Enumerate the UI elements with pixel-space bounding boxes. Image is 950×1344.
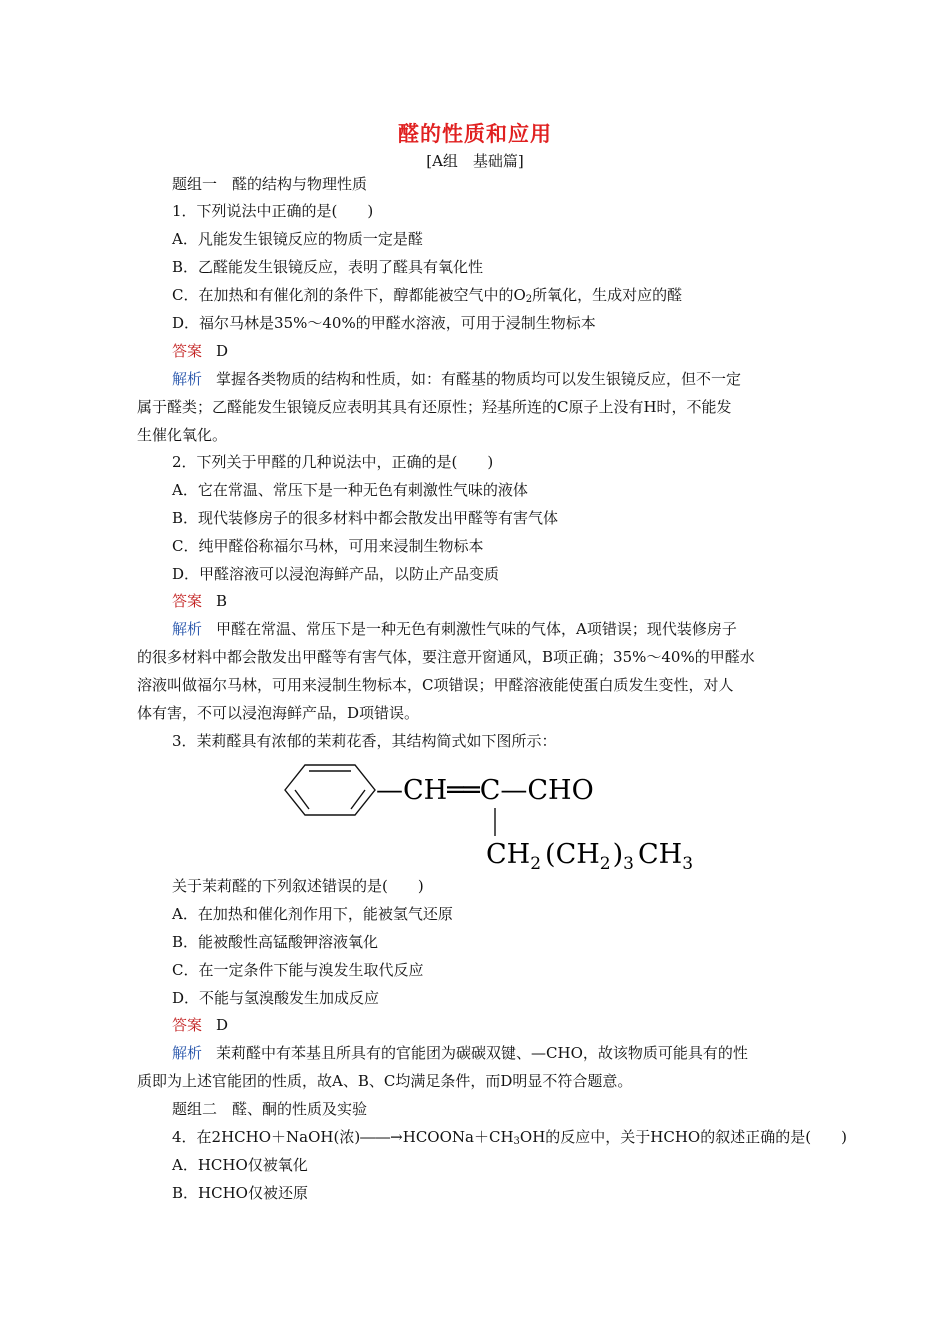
answer-value: D [216, 342, 229, 360]
page-title: 醛的性质和应用 [398, 121, 552, 146]
q2-stem: 2．下列关于甲醛的几种说法中，正确的是( ) [172, 453, 494, 471]
answer-label: 答案 [172, 1016, 203, 1034]
q2-analysis-line-1 [172, 619, 737, 639]
q1-stem: 1．下列说法中正确的是( ) [172, 202, 374, 220]
q1-analysis-line-3: 生催化氧化。 [137, 426, 228, 444]
q2-answer [172, 591, 227, 611]
q3-prompt: 关于茉莉醛的下列叙述错误的是( ) [172, 877, 424, 895]
q1-option-a: A．凡能发生银镜反应的物质一定是醛 [172, 230, 423, 248]
q3-option-d: D．不能与氢溴酸发生加成反应 [172, 989, 380, 1007]
q2-option-a: A．它在常温、常压下是一种无色有刺激性气味的液体 [172, 481, 528, 499]
q1-option-c-pre: C．在加热和有催化剂的条件下，醇都能被空气中的O [172, 286, 526, 304]
q3-stem: 3．茉莉醛具有浓郁的茉莉花香，其结构简式如下图所示： [172, 732, 557, 750]
answer-value: D [216, 1016, 229, 1034]
q1-option-c-post: 所氧化，生成对应的醛 [532, 286, 683, 304]
q2-option-b: B．现代装修房子的很多材料中都会散发出甲醛等有害气体 [172, 509, 559, 527]
q2-analysis-line-2: 的很多材料中都会散发出甲醛等有害气体，要注意开窗通风，B项正确；35%～40%的甲醛水 [137, 648, 755, 666]
q2-analysis-line-3: 溶液叫做福尔马林，可用来浸制生物标本，C项错误；甲醛溶液能使蛋白质发生变性，对人 [137, 676, 734, 694]
q1-answer [172, 341, 228, 361]
analysis-label: 解析 [172, 370, 203, 388]
formula-main-chain: —CH══C—CHO [376, 775, 594, 806]
analysis-text: 甲醛在常温、常压下是一种无色有刺激性气味的气体，A项错误；现代装修房子 [216, 620, 737, 638]
q1-analysis-line-1 [172, 369, 741, 389]
q1-option-c-sub: 2 [525, 294, 533, 305]
q1-option-d: D．福尔马林是35%～40%的甲醛水溶液，可用于浸制生物标本 [172, 314, 596, 332]
q4-option-b: B．HCHO仅被还原 [172, 1184, 308, 1202]
formula-side-chain: $CH_2$ $(CH_2)_3$ $CH_3$ [486, 839, 694, 870]
section-subtitle: [A组 基础篇] [426, 152, 524, 170]
q3-option-c: C．在一定条件下能与溴发生取代反应 [172, 961, 424, 979]
q2-option-c: C．纯甲醛俗称福尔马林，可用来浸制生物标本 [172, 537, 484, 555]
q3-analysis-line-1 [172, 1043, 748, 1063]
q4-stem-sub: 3 [513, 1136, 520, 1147]
analysis-label: 解析 [172, 1044, 203, 1062]
group-heading-2: 题组二 醛、酮的性质及实验 [172, 1100, 368, 1118]
group-heading-1: 题组一 醛的结构与物理性质 [172, 175, 368, 193]
q1-option-b: B．乙醛能发生银镜反应，表明了醛具有氧化性 [172, 258, 484, 276]
answer-value: B [216, 592, 228, 610]
q3-answer [172, 1015, 228, 1035]
analysis-text: 掌握各类物质的结构和性质，如：有醛基的物质均可以发生银镜反应，但不一定 [216, 370, 742, 388]
answer-label: 答案 [172, 592, 203, 610]
q2-option-d: D．甲醛溶液可以浸泡海鲜产品，以防止产品变质 [172, 565, 500, 583]
q3-option-b: B．能被酸性高锰酸钾溶液氧化 [172, 933, 379, 951]
analysis-label: 解析 [172, 620, 203, 638]
jasminaldehyde-structure-formula [280, 760, 720, 870]
q2-analysis-line-4: 体有害，不可以浸泡海鲜产品，D项错误。 [137, 704, 420, 722]
q3-option-a: A．在加热和催化剂作用下，能被氢气还原 [172, 905, 453, 923]
q4-stem [172, 1127, 847, 1152]
q4-stem-pre: 4．在2HCHO＋NaOH(浓)――→HCOONa＋CH [172, 1128, 514, 1146]
q1-option-c [172, 285, 682, 310]
benzene-ring-icon [285, 765, 375, 815]
q4-stem-post: OH的反应中，关于HCHO的叙述正确的是( ) [519, 1128, 847, 1146]
analysis-text: 茉莉醛中有苯基且所具有的官能团为碳碳双键、—CHO，故该物质可能具有的性 [216, 1044, 748, 1062]
answer-label: 答案 [172, 342, 203, 360]
q3-analysis-line-2: 质即为上述官能团的性质，故A、B、C均满足条件，而D明显不符合题意。 [137, 1072, 633, 1090]
q4-option-a: A．HCHO仅被氧化 [172, 1156, 308, 1174]
q1-analysis-line-2: 属于醛类；乙醛能发生银镜反应表明其具有还原性；羟基所连的C原子上没有H时，不能发 [137, 398, 732, 416]
